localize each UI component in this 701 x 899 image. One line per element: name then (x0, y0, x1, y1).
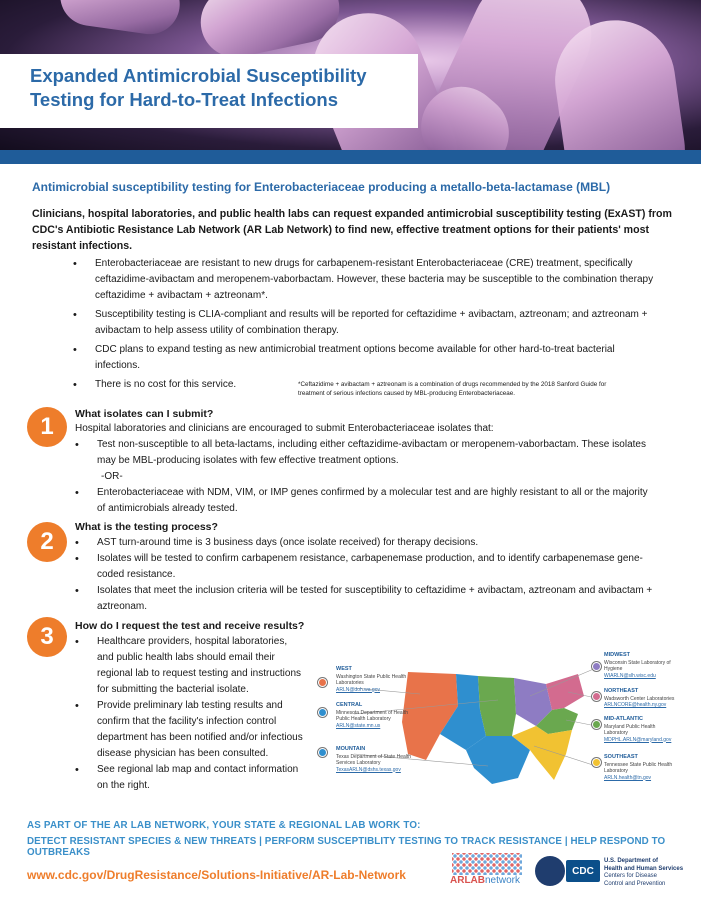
hhs-eagle-icon (535, 856, 565, 886)
or-separator: -OR- (101, 471, 123, 482)
step-1-badge: 1 (27, 407, 67, 447)
email-link[interactable]: MDPHL.ARLN@maryland.gov (604, 736, 672, 743)
website-link[interactable]: www.cdc.gov/DrugResistance/Solutions-Initiative/AR-Lab-Network (27, 868, 406, 882)
title-box (0, 54, 418, 128)
intro-paragraph: Clinicians, hospital laboratories, and public health labs can request expanded antimicrobial susceptibility testing (ExAST) from CDC's Antibiotic Resistance Lab Network (AR Lab Network) to find new, effective treatment options for their patients' most resistant infections. (32, 208, 672, 252)
email-link[interactable]: ARLN@state.mn.us (336, 722, 381, 729)
region-central: CENTRAL Minnesota Department of Health Public Health Laboratory ARLN@state.mn.us (336, 702, 408, 729)
cdc-logo: CDC (566, 860, 600, 882)
central-pin[interactable] (318, 708, 327, 717)
section-1-text: Hospital laboratories and clinicians are encouraged to submit Enterobacteriaceae isolates that: (75, 423, 494, 434)
region-west: WEST Washington State Public Health Laboratories ARLN@doh.wa.gov (336, 666, 407, 693)
midwest-pin[interactable] (592, 662, 601, 671)
list-item: • Isolates that meet the inclusion criteria will be tested for susceptibility to ceftazidime + avibactam, aztreonam and avibactam + aztreonam. (97, 583, 657, 615)
footnote: *Ceftazidime + avibactam + aztreonam is a combination of drugs recommended by the 2018 Sanford Guide for treatment of serious infections caused by MBL-producing Enterobacteriaceae. (298, 381, 607, 397)
email-link[interactable]: TexasARLN@dshs.texas.gov (336, 766, 401, 773)
regional-lab-map (316, 650, 676, 800)
step-2-badge: 2 (27, 522, 67, 562)
northeast-region[interactable] (546, 674, 584, 710)
network-banner-line2: DETECT RESISTANT SPECIES & NEW THREATS | PERFORM SUSCEPTIBLITY TESTING TO TRACK RESISTANCE | HELP RESPOND TO OUTBREAKS (27, 836, 666, 858)
list-item: • CDC plans to expand testing as new antimicrobial treatment options become available for other hard-to-treat bacterial infections. (95, 342, 655, 374)
northeast-pin[interactable] (592, 692, 601, 701)
email-link[interactable]: WIARLN@slh.wisc.edu (604, 672, 656, 679)
subtitle: Antimicrobial susceptibility testing for Enterobacteriaceae producing a metallo-beta-lactamase (MBL) (32, 180, 611, 194)
email-link[interactable]: ARLNCORE@health.ny.gov (604, 702, 667, 708)
section-1-title: What isolates can I submit? (75, 408, 214, 420)
region-southeast: SOUTHEAST Tennessee State Public Health Laboratory ARLN.health@tn.gov (604, 754, 673, 781)
step-3-badge: 3 (27, 617, 67, 657)
list-item: • Enterobacteriaceae with NDM, VIM, or IMP genes confirmed by a molecular test and are highly resistant to all or the majority of antimicrobials already tested. (97, 485, 657, 517)
section-3-list (97, 634, 305, 794)
list-item: • Healthcare providers, hospital laboratories, and public health labs should email their regional lab to request testing and instructions for submitting the bacterial isolate. (97, 634, 305, 698)
section-3-title: How do I request the test and receive results? (75, 620, 305, 632)
list-item: • AST turn-around time is 3 business days (once isolate received) for therapy decisions. (97, 535, 657, 551)
arlab-network-logo: ARLABnetwork (446, 853, 526, 893)
list-item: • Isolates will be tested to confirm carbapenem resistance, carbapenemase production, and to identify carbapenemase gene-coded resistance. (97, 551, 657, 583)
mid-atlantic-pin[interactable] (592, 720, 601, 729)
list-item: • There is no cost for this service. (95, 377, 655, 393)
mountain-pin[interactable] (318, 748, 327, 757)
region-mid-atlantic: MID-ATLANTIC Maryland Public Health Laboratory MDPHL.ARLN@maryland.gov (604, 716, 672, 743)
section-2-title: What is the testing process? (75, 521, 218, 533)
key-points-list (95, 256, 655, 396)
list-item: • Enterobacteriaceae are resistant to new drugs for carbapenem-resistant Enterobacteriaceae (CRE) treatment, specifically ceftazidime-avibactam and meropenem-vaborbactam. However, these bacteria may be susceptible to the combination therapy ceftazidime + avibactam + aztreonam*. (95, 256, 655, 304)
section-2-list (97, 535, 657, 615)
region-midwest: MIDWEST Wisconsin State Laboratory of Hygiene WIARLN@slh.wisc.edu (604, 652, 671, 679)
page-title: Expanded Antimicrobial Susceptibility Testing for Hard-to-Treat Infections (30, 65, 367, 110)
email-link[interactable]: ARLN@doh.wa.gov (336, 686, 380, 693)
west-pin[interactable] (318, 678, 327, 687)
section-1-list (97, 437, 657, 517)
list-item: • Test non-susceptible to all beta-lactams, including either ceftazidime-avibactam or meropenem-vaborbactam. These isolates may be MBL-producing isolates with few effective treatment options. -OR- (97, 437, 657, 485)
header-divider (0, 150, 701, 164)
region-mountain: MOUNTAIN Texas Department of State Health Services Laboratory TexasARLN@dshs.texas.gov (336, 746, 412, 773)
arlab-dots-graphic (452, 853, 522, 875)
list-item: • See regional lab map and contact information on the right. (97, 762, 305, 794)
list-item: • Provide preliminary lab testing results and confirm that the facility's infection control department has been notified and/or infectious disease physician has been consulted. (97, 698, 305, 762)
region-northeast: NORTHEAST Wadsworth Center Laboratories ARLNCORE@health.ny.gov (604, 688, 675, 708)
email-link[interactable]: ARLN.health@tn.gov (604, 774, 652, 781)
network-banner-line1: AS PART OF THE AR LAB NETWORK, YOUR STATE & REGIONAL LAB WORK TO: (27, 820, 421, 831)
list-item: • Susceptibility testing is CLIA-compliant and results will be reported for ceftazidime + avibactam, aztreonam; and aztreonam + avibactam to help assess utility of combination therapy. (95, 307, 655, 339)
hhs-cdc-text: U.S. Department of Health and Human Services Centers for Disease Control and Prevention (604, 858, 684, 887)
southeast-pin[interactable] (592, 758, 601, 767)
